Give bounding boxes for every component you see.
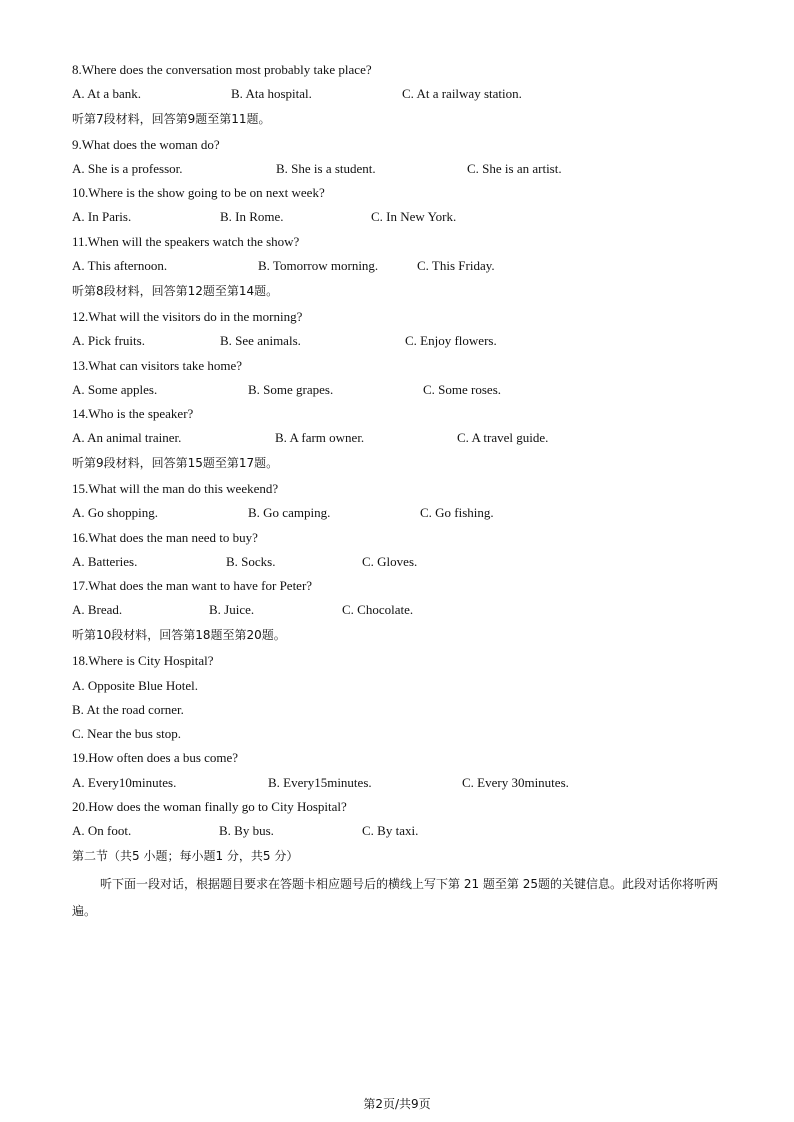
section-heading: 听第7段材料，回答第9题至第11题。 — [72, 112, 271, 126]
option-c: C. By taxi. — [362, 823, 419, 838]
option-c: C. Enjoy flowers. — [405, 333, 497, 348]
answer-options — [72, 258, 722, 274]
option-c: C. At a railway station. — [402, 86, 522, 101]
option-a: A. On foot. — [72, 823, 132, 838]
option-a: A. This afternoon. — [72, 258, 168, 273]
question-text: 17.What does the man want to have for Peter? — [72, 578, 313, 593]
option-a: A. Some apples. — [72, 382, 158, 397]
option-a: A. Pick fruits. — [72, 333, 145, 348]
option-a: A. Go shopping. — [72, 505, 158, 520]
option-b: B. Every15minutes. — [268, 775, 372, 790]
answer-options — [72, 86, 722, 102]
option-c: C. Gloves. — [362, 554, 418, 569]
option-c: C. Go fishing. — [420, 505, 494, 520]
option-a: A. Batteries. — [72, 554, 138, 569]
question-text: 9.What does the woman do? — [72, 137, 220, 152]
question-text: 10.Where is the show going to be on next week? — [72, 185, 325, 200]
section-heading: 第二节（共5 小题；每小题1 分，共5 分） — [72, 849, 299, 863]
section-heading: 听第9段材料，回答第15题至第17题。 — [72, 456, 279, 470]
option-b: B. Some grapes. — [248, 382, 334, 397]
option-a: A. Bread. — [72, 602, 123, 617]
option-b: B. A farm owner. — [275, 430, 365, 445]
option-c: C. A travel guide. — [457, 430, 549, 445]
answer-options — [72, 775, 722, 791]
option-b: B. Go camping. — [248, 505, 331, 520]
option-b: B. In Rome. — [220, 209, 284, 224]
question-text: 20.How does the woman finally go to City Hospital? — [72, 799, 347, 814]
option-a: A. At a bank. — [72, 86, 141, 101]
option-a: A. In Paris. — [72, 209, 132, 224]
question-text: 11.When will the speakers watch the show? — [72, 234, 300, 249]
option-b: B. Juice. — [209, 602, 255, 617]
question-text: 15.What will the man do this weekend? — [72, 481, 279, 496]
option-b: B. She is a student. — [276, 161, 376, 176]
option-c: C. She is an artist. — [467, 161, 562, 176]
answer-options — [72, 161, 722, 177]
option-b: B. By bus. — [219, 823, 274, 838]
question-text: 19.How often does a bus come? — [72, 750, 239, 765]
question-text: 8.Where does the conversation most probably take place? — [72, 62, 372, 77]
question-text: C. Near the bus stop. — [72, 726, 182, 741]
option-c: C. In New York. — [371, 209, 457, 224]
answer-options — [72, 209, 722, 225]
option-b: B. Ata hospital. — [231, 86, 312, 101]
option-a: A. She is a professor. — [72, 161, 183, 176]
answer-options — [72, 505, 722, 521]
option-a: A. An animal trainer. — [72, 430, 182, 445]
section-heading: 听第8段材料，回答第12题至第14题。 — [72, 284, 279, 298]
answer-options — [72, 333, 722, 349]
option-c: C. Chocolate. — [342, 602, 414, 617]
answer-options — [72, 430, 722, 446]
option-b: B. Socks. — [226, 554, 276, 569]
question-text: 14.Who is the speaker? — [72, 406, 194, 421]
option-c: C. Some roses. — [423, 382, 501, 397]
answer-options — [72, 823, 722, 839]
option-a: A. Every10minutes. — [72, 775, 177, 790]
option-b: B. See animals. — [220, 333, 301, 348]
question-text: 13.What can visitors take home? — [72, 358, 243, 373]
question-text: 12.What will the visitors do in the morning? — [72, 309, 303, 324]
section-heading: 听第10段材料，回答第18题至第20题。 — [72, 628, 286, 642]
question-text: A. Opposite Blue Hotel. — [72, 678, 199, 693]
question-text: 16.What does the man need to buy? — [72, 530, 258, 545]
option-c: C. Every 30minutes. — [462, 775, 569, 790]
option-c: C. This Friday. — [417, 258, 495, 273]
answer-options — [72, 382, 722, 398]
option-b: B. Tomorrow morning. — [258, 258, 379, 273]
question-text: B. At the road corner. — [72, 702, 184, 717]
section-instruction: 听下面一段对话，根据题目要求在答题卡相应题号后的横线上写下第 21 题至第 25题的关键信息。此段对话你将听两遍。 — [72, 877, 718, 918]
page-footer: 第2页/共9页 — [363, 1097, 431, 1111]
answer-options — [72, 602, 722, 618]
answer-options — [72, 554, 722, 570]
question-text: 18.Where is City Hospital? — [72, 653, 214, 668]
